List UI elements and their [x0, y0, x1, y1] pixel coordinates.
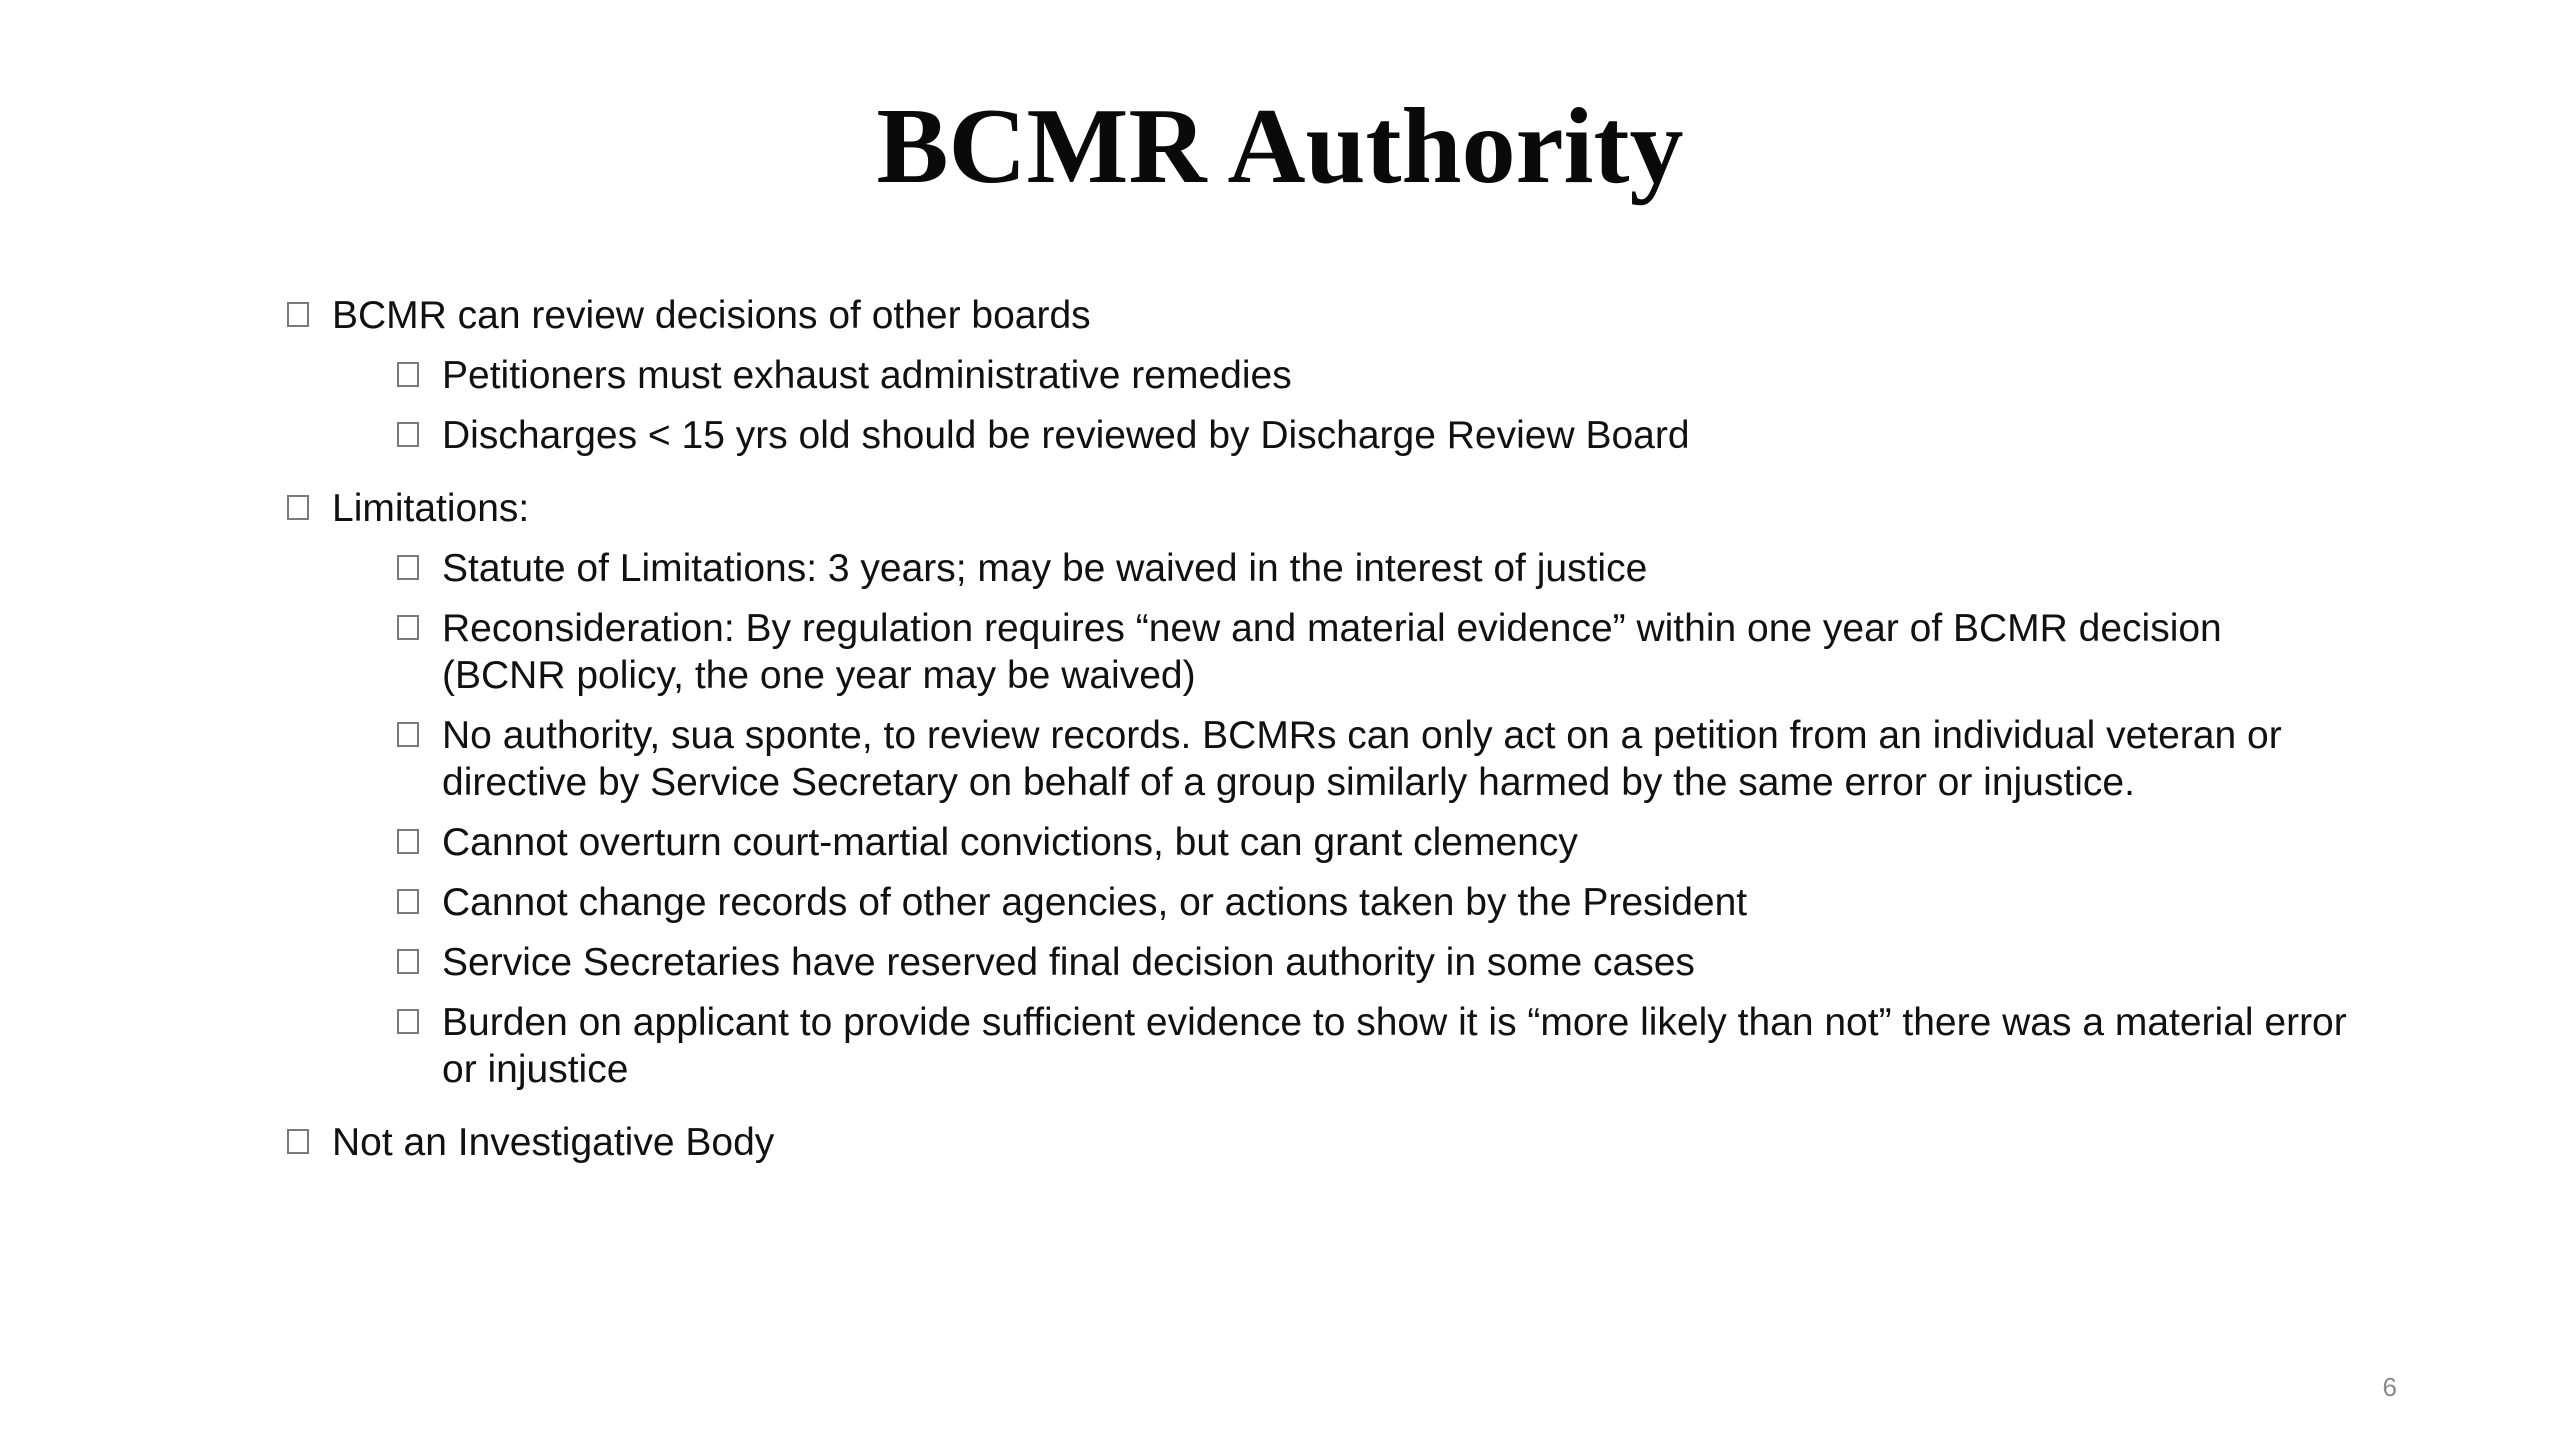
sub-bullet-text: No authority, sua sponte, to review records. BCMRs can only act on a petition from an individual veteran or directive by Service Secretary on behalf of a group similarly harmed by the same error or injustice. — [442, 714, 2282, 804]
checkbox-bullet-icon — [397, 1009, 419, 1034]
checkbox-bullet-icon — [287, 1129, 309, 1154]
bullet-item — [0, 292, 2560, 339]
sub-bullet-text: Service Secretaries have reserved final decision authority in some cases — [442, 941, 1695, 984]
checkbox-bullet-icon — [397, 889, 419, 914]
slide-title: BCMR Authority — [876, 87, 1684, 206]
checkbox-bullet-icon — [397, 422, 419, 447]
checkbox-bullet-icon — [397, 829, 419, 854]
checkbox-bullet-icon — [287, 302, 309, 327]
sub-bullet-text: Cannot overturn court-martial convictions, but can grant clemency — [442, 821, 1578, 864]
bullet-item — [0, 1119, 2560, 1166]
sub-bullet-text: Discharges < 15 yrs old should be reviewed by Discharge Review Board — [442, 414, 1690, 457]
sub-bullet-item — [0, 352, 2560, 399]
sub-bullet-text: Reconsideration: By regulation requires “new and material evidence” within one year of BCMR decision (BCNR policy, the one year may be waived) — [442, 607, 2222, 697]
checkbox-bullet-icon — [287, 495, 309, 520]
sub-bullet-item — [0, 712, 2560, 806]
checkbox-bullet-icon — [397, 362, 419, 387]
checkbox-bullet-icon — [397, 555, 419, 580]
sub-bullet-text: Statute of Limitations: 3 years; may be waived in the interest of justice — [442, 547, 1648, 590]
bullet-text: Not an Investigative Body — [332, 1121, 775, 1164]
sub-bullet-item — [0, 545, 2560, 592]
sub-bullet-item — [0, 879, 2560, 926]
page-number: 6 — [2382, 1372, 2397, 1402]
checkbox-bullet-icon — [397, 615, 419, 640]
checkbox-bullet-icon — [397, 949, 419, 974]
bullet-item — [0, 485, 2560, 532]
bullet-text: Limitations: — [332, 487, 530, 530]
sub-bullet-item — [0, 939, 2560, 986]
bullet-text: BCMR can review decisions of other boards — [332, 294, 1091, 337]
sub-bullet-item — [0, 412, 2560, 459]
sub-bullet-item — [0, 819, 2560, 866]
sub-bullet-text: Petitioners must exhaust administrative remedies — [442, 354, 1292, 397]
sub-bullet-text: Burden on applicant to provide sufficient evidence to show it is “more likely than not” there was a material error or injustice — [442, 1001, 2347, 1091]
sub-bullet-item — [0, 605, 2560, 699]
sub-bullet-item — [0, 999, 2560, 1093]
bullet-list — [0, 292, 2560, 1166]
checkbox-bullet-icon — [397, 722, 419, 747]
sub-bullet-text: Cannot change records of other agencies, or actions taken by the President — [442, 881, 1748, 924]
